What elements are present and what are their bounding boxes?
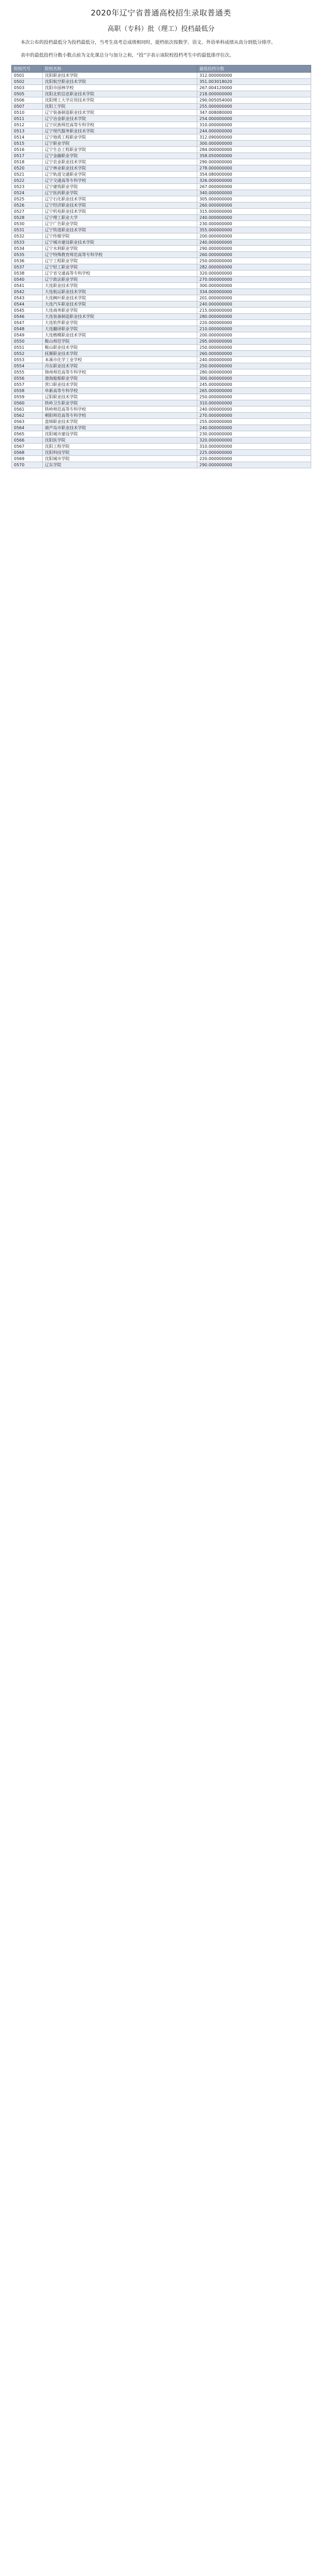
cell-name: 辽宁现代服务职业技术学院 (43, 128, 197, 134)
table-row (12, 369, 311, 376)
cell-code: 0505 (12, 91, 43, 97)
cell-score: 240.000000000 (197, 215, 311, 221)
cell-name: 大连装备制造职业技术学院 (43, 314, 197, 320)
table-row (12, 172, 311, 178)
cell-name: 辽宁水利职业学院 (43, 246, 197, 252)
cell-code: 0566 (12, 437, 43, 444)
cell-code: 0534 (12, 246, 43, 252)
table-row (12, 85, 311, 91)
cell-name: 沈阳科技学院 (43, 450, 197, 456)
cell-name: 辽宁轨道交通职业学院 (43, 172, 197, 178)
cell-score: 300.000000000 (197, 141, 311, 147)
page-subtitle: 高职（专科）批（理工）投档最低分 (107, 25, 215, 33)
cell-score: 220.000000000 (197, 320, 311, 326)
cell-score: 358.050000000 (197, 153, 311, 159)
cell-score: 355.000000000 (197, 227, 311, 233)
cell-name: 辽宁工程职业学院 (43, 258, 197, 264)
header-name: 院校名称 (43, 65, 197, 73)
cell-code: 0510 (12, 110, 43, 116)
cell-score: 315.000000000 (197, 209, 311, 215)
cell-score: 295.000000000 (197, 338, 311, 345)
cell-code: 0558 (12, 388, 43, 394)
cell-code: 0563 (12, 419, 43, 425)
cell-code: 0521 (12, 172, 43, 178)
cell-score: 320.000000000 (197, 270, 311, 277)
cell-name: 本溪市化学工业学校 (43, 357, 197, 363)
cell-score: 300.000000000 (197, 283, 311, 289)
cell-name: 辽宁农业职业技术学院 (43, 159, 197, 165)
cell-name: 辽宁职业学院 (43, 141, 197, 147)
cell-score: 305.000000000 (197, 196, 311, 202)
cell-code: 0561 (12, 406, 43, 413)
cell-name: 大连汽车职业技术学院 (43, 301, 197, 308)
cell-code: 0502 (12, 79, 43, 85)
cell-code: 0549 (12, 332, 43, 338)
table-row (12, 165, 311, 172)
table-row (12, 462, 311, 468)
cell-score: 282.000000000 (197, 264, 311, 270)
cell-code: 0526 (12, 202, 43, 209)
cell-score: 310.000000000 (197, 400, 311, 406)
table-row (12, 283, 311, 289)
cell-name: 辽宁石化职业技术学院 (43, 196, 197, 202)
table-row (12, 97, 311, 104)
table-row (12, 456, 311, 462)
table-row (12, 450, 311, 456)
cell-score: 347.008080000 (197, 110, 311, 116)
table-row (12, 128, 311, 134)
cell-score: 280.000000000 (197, 314, 311, 320)
table-row (12, 382, 311, 388)
cell-score: 200.000000000 (197, 233, 311, 240)
cell-score: 265.000000000 (197, 388, 311, 394)
cell-code: 0568 (12, 450, 43, 456)
cell-code: 0567 (12, 444, 43, 450)
table-row (12, 431, 311, 437)
cell-code: 0540 (12, 277, 43, 283)
cell-code: 0554 (12, 363, 43, 369)
table-row (12, 425, 311, 431)
document-page (0, 0, 322, 479)
cell-score: 326.000000000 (197, 178, 311, 184)
cell-name: 辽宁广告职业学院 (43, 221, 197, 227)
cell-score: 255.000000000 (197, 104, 311, 110)
table-row (12, 190, 311, 196)
cell-name: 辽宁林业职业技术学院 (43, 165, 197, 172)
cell-name: 辽宁冶金职业技术学院 (43, 116, 197, 122)
table-body (12, 73, 311, 468)
cell-score: 240.000000000 (197, 425, 311, 431)
table-row (12, 277, 311, 283)
table-row (12, 196, 311, 202)
cell-code: 0538 (12, 270, 43, 277)
cell-score: 278.000000000 (197, 165, 311, 172)
table-row (12, 351, 311, 357)
table-row (12, 178, 311, 184)
table-row (12, 202, 311, 209)
cell-code: 0520 (12, 165, 43, 172)
cell-code: 0514 (12, 134, 43, 141)
cell-score: 230.000000000 (197, 431, 311, 437)
table-row (12, 314, 311, 320)
cell-score: 267.004120000 (197, 85, 311, 91)
cell-name: 辽宁特殊教育师范高等专科学校 (43, 252, 197, 258)
cell-code: 0513 (12, 128, 43, 134)
cell-code: 0512 (12, 122, 43, 128)
header-code: 院校代号 (12, 65, 43, 73)
cell-code: 0531 (12, 227, 43, 233)
cell-score: 254.000000000 (197, 116, 311, 122)
cell-code: 0507 (12, 104, 43, 110)
table-row (12, 110, 311, 116)
cell-code: 0555 (12, 369, 43, 376)
cell-score: 244.000000000 (197, 128, 311, 134)
cell-code: 0518 (12, 159, 43, 165)
table-row (12, 264, 311, 270)
cell-code: 0556 (12, 376, 43, 382)
cell-code: 0543 (12, 295, 43, 301)
cell-code: 0533 (12, 240, 43, 246)
cell-name: 辽宁省交通高等专科学校 (43, 270, 197, 277)
table-row (12, 320, 311, 326)
cell-code: 0545 (12, 308, 43, 314)
cell-score: 312.090000000 (197, 134, 311, 141)
cell-name: 辽宁民族师范高等专科学校 (43, 122, 197, 128)
cell-code: 0570 (12, 462, 43, 468)
cell-name: 沈阳市园林学校 (43, 85, 197, 91)
cell-code: 0546 (12, 314, 43, 320)
cell-score: 260.000000000 (197, 252, 311, 258)
cell-score: 240.000000000 (197, 240, 311, 246)
table-row (12, 437, 311, 444)
cell-name: 大连软件职业学院 (43, 320, 197, 326)
table-row (12, 215, 311, 221)
cell-code: 0535 (12, 252, 43, 258)
cell-code: 0552 (12, 351, 43, 357)
cell-code: 0560 (12, 400, 43, 406)
cell-code: 0550 (12, 338, 43, 345)
cell-name: 辽宁理工职业大学 (43, 215, 197, 221)
table-row (12, 258, 311, 264)
cell-score: 230.000000000 (197, 221, 311, 227)
cell-name: 辽东学院 (43, 462, 197, 468)
cell-name: 沈阳城市建设学院 (43, 431, 197, 437)
cell-score: 201.000000000 (197, 295, 311, 301)
cell-code: 0548 (12, 326, 43, 332)
cell-name: 阜新高等专科学校 (43, 388, 197, 394)
cell-name: 鞍山师范学院 (43, 338, 197, 345)
cell-name: 渤海船舶职业学院 (43, 376, 197, 382)
table-row (12, 332, 311, 338)
cell-code: 0516 (12, 147, 43, 153)
table-row (12, 153, 311, 159)
cell-name: 沈阳医学院 (43, 437, 197, 444)
cell-name: 辽宁传媒学院 (43, 233, 197, 240)
table-row (12, 91, 311, 97)
cell-score: 245.000000000 (197, 382, 311, 388)
cell-name: 辽宁政法职业学院 (43, 277, 197, 283)
cell-code: 0559 (12, 394, 43, 400)
cell-code: 0544 (12, 301, 43, 308)
cell-code: 0501 (12, 73, 43, 79)
table-row (12, 159, 311, 165)
table-row (12, 295, 311, 301)
cell-code: 0511 (12, 116, 43, 122)
cell-name: 大连翻译职业学院 (43, 326, 197, 332)
table-row (12, 209, 311, 215)
cell-code: 0557 (12, 382, 43, 388)
table-row (12, 444, 311, 450)
table-row (12, 301, 311, 308)
cell-name: 铁岭师范高等专科学校 (43, 406, 197, 413)
table-row (12, 363, 311, 369)
cell-code: 0537 (12, 264, 43, 270)
cell-score: 300.000000000 (197, 376, 311, 382)
cell-score: 200.000000000 (197, 332, 311, 338)
cell-score: 290.000000000 (197, 462, 311, 468)
score-table (11, 65, 311, 468)
cell-name: 朝阳师范高等专科学校 (43, 413, 197, 419)
cell-name: 沈阳城市学院 (43, 456, 197, 462)
cell-name: 铁岭卫生职业学院 (43, 400, 197, 406)
cell-name: 大连商务职业学院 (43, 308, 197, 314)
table-row (12, 240, 311, 246)
table-row (12, 308, 311, 314)
cell-code: 0541 (12, 283, 43, 289)
cell-code: 0532 (12, 233, 43, 240)
table-row (12, 246, 311, 252)
cell-name: 辽阳职业技术学院 (43, 394, 197, 400)
table-row (12, 221, 311, 227)
cell-code: 0527 (12, 209, 43, 215)
cell-score: 312.000000000 (197, 73, 311, 79)
cell-score: 270.000000000 (197, 413, 311, 419)
cell-score: 250.000000000 (197, 394, 311, 400)
note-paragraph-1: 本次公布的投档最低分为投档最低分，当考生高考总成绩相同时，提档依次按数学、语文、外语单科成绩从高分到低分排序。 (21, 40, 276, 45)
cell-code: 0565 (12, 431, 43, 437)
cell-code: 0506 (12, 97, 43, 104)
table-row (12, 252, 311, 258)
table-row (12, 376, 311, 382)
table-row (12, 184, 311, 190)
cell-name: 锦州师范高等专科学校 (43, 369, 197, 376)
table-row (12, 338, 311, 345)
cell-name: 抚顺职业技术学院 (43, 351, 197, 357)
cell-code: 0553 (12, 357, 43, 363)
cell-score: 225.000000000 (197, 450, 311, 456)
cell-score: 250.000000000 (197, 363, 311, 369)
cell-score: 250.000000000 (197, 345, 311, 351)
table-row (12, 116, 311, 122)
table-row (12, 388, 311, 394)
cell-score: 310.000000000 (197, 122, 311, 128)
cell-score: 250.000000000 (197, 258, 311, 264)
table-row (12, 413, 311, 419)
cell-score: 334.000000000 (197, 289, 311, 295)
cell-score: 351.003018020 (197, 79, 311, 85)
cell-code: 0536 (12, 258, 43, 264)
cell-name: 丹东职业技术学院 (43, 363, 197, 369)
table-row (12, 394, 311, 400)
cell-score: 255.000000000 (197, 419, 311, 425)
cell-name: 沈阳职业技术学院 (43, 73, 197, 79)
cell-code: 0515 (12, 141, 43, 147)
cell-code: 0522 (12, 178, 43, 184)
cell-score: 290.005054000 (197, 97, 311, 104)
table-row (12, 147, 311, 153)
cell-code: 0503 (12, 85, 43, 91)
cell-score: 284.000000000 (197, 147, 311, 153)
cell-code: 0551 (12, 345, 43, 351)
cell-score: 267.000000000 (197, 184, 311, 190)
cell-score: 354.080000000 (197, 172, 311, 178)
header-score: 最低投档分数 (197, 65, 311, 73)
cell-name: 盘锦职业技术学院 (43, 419, 197, 425)
table-row (12, 326, 311, 332)
cell-name: 大连职业技术学院 (43, 283, 197, 289)
cell-score: 260.000000000 (197, 202, 311, 209)
cell-name: 沈阳航空职业技术学院 (43, 79, 197, 85)
table-row (12, 141, 311, 147)
table-row (12, 134, 311, 141)
cell-name: 辽宁机电职业技术学院 (43, 209, 197, 215)
cell-score: 240.000000000 (197, 406, 311, 413)
cell-name: 大连航运职业技术学院 (43, 289, 197, 295)
cell-score: 210.000000000 (197, 326, 311, 332)
cell-name: 辽宁建筑职业学院 (43, 184, 197, 190)
cell-name: 辽宁生态工程职业学院 (43, 147, 197, 153)
cell-score: 340.000000000 (197, 190, 311, 196)
table-row (12, 419, 311, 425)
cell-code: 0547 (12, 320, 43, 326)
cell-name: 沈阳北软信息职业技术学院 (43, 91, 197, 97)
cell-score: 215.000000000 (197, 308, 311, 314)
cell-code: 0530 (12, 221, 43, 227)
cell-name: 辽宁城市建设职业技术学院 (43, 240, 197, 246)
cell-code: 0517 (12, 153, 43, 159)
cell-name: 葫芦岛市职业技术学院 (43, 425, 197, 431)
cell-code: 0564 (12, 425, 43, 431)
cell-name: 沈阳工程学院 (43, 444, 197, 450)
cell-name: 营口职业技术学院 (43, 382, 197, 388)
cell-score: 280.000000000 (197, 369, 311, 376)
cell-name: 辽宁地质工程职业学院 (43, 134, 197, 141)
cell-name: 辽宁经济职业技术学院 (43, 202, 197, 209)
cell-name: 沈阳工学院 (43, 104, 197, 110)
cell-score: 260.000000000 (197, 351, 311, 357)
table-row (12, 233, 311, 240)
note-paragraph-2: 表中的最低投档分数小数点前为文化课总分与加分之和，“投”字表示该院校投档考生中的最低排序位次。 (21, 53, 234, 58)
cell-score: 240.000000000 (197, 301, 311, 308)
cell-name: 辽宁装备制造职业技术学院 (43, 110, 197, 116)
cell-name: 辽宁铁道职业技术学院 (43, 227, 197, 233)
cell-score: 320.000000000 (197, 437, 311, 444)
cell-name: 辽宁交通高等专科学校 (43, 178, 197, 184)
cell-score: 240.000000000 (197, 357, 311, 363)
cell-score: 310.000000000 (197, 444, 311, 450)
table-row (12, 345, 311, 351)
cell-code: 0569 (12, 456, 43, 462)
cell-name: 辽宁轻工职业学院 (43, 264, 197, 270)
cell-name: 辽宁金融职业学院 (43, 153, 197, 159)
table-row (12, 357, 311, 363)
cell-name: 辽宁医药职业学院 (43, 190, 197, 196)
table-row (12, 400, 311, 406)
cell-code: 0528 (12, 215, 43, 221)
table-row (12, 79, 311, 85)
cell-score: 220.000000000 (197, 456, 311, 462)
cell-name: 鞍山职业技术学院 (43, 345, 197, 351)
table-header-row (12, 65, 311, 73)
cell-score: 290.000000000 (197, 246, 311, 252)
cell-name: 大连楷模职业技术学院 (43, 332, 197, 338)
cell-score: 270.000000000 (197, 277, 311, 283)
table-row (12, 227, 311, 233)
table-row (12, 406, 311, 413)
cell-code: 0542 (12, 289, 43, 295)
cell-score: 290.000000000 (197, 159, 311, 165)
table-row (12, 122, 311, 128)
table-row (12, 73, 311, 79)
cell-code: 0562 (12, 413, 43, 419)
table-row (12, 289, 311, 295)
cell-name: 大连枫叶职业技术学院 (43, 295, 197, 301)
table-row (12, 104, 311, 110)
cell-name: 沈阳理工大学应用技术学院 (43, 97, 197, 104)
cell-code: 0525 (12, 196, 43, 202)
cell-code: 0524 (12, 190, 43, 196)
cell-code: 0523 (12, 184, 43, 190)
table-row (12, 270, 311, 277)
cell-score: 218.000000000 (197, 91, 311, 97)
page-title: 2020年辽宁省普通高校招生录取普通类 (91, 8, 231, 18)
